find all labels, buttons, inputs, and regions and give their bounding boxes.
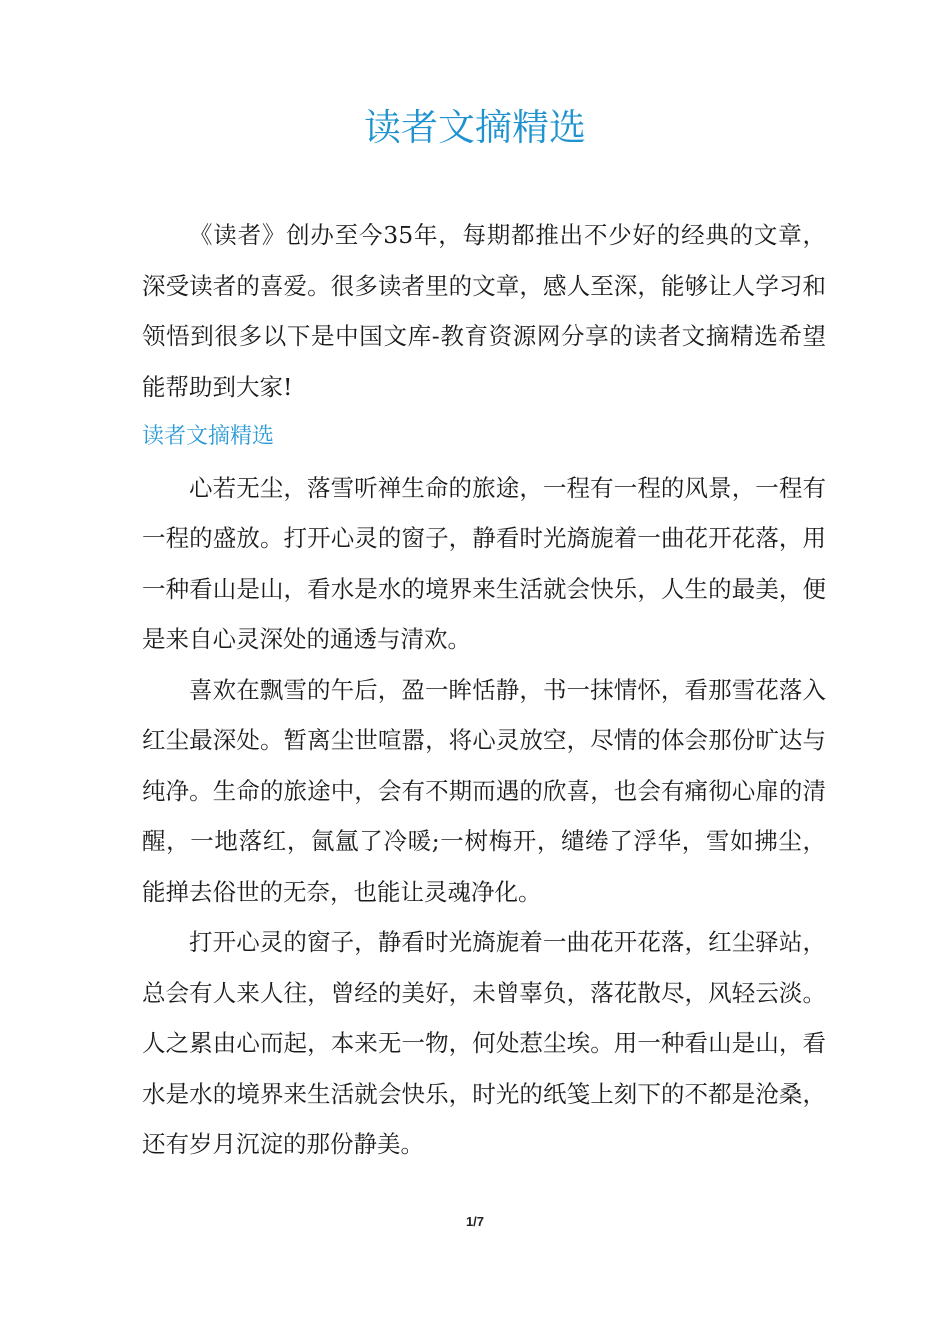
body-paragraph: 喜欢在飘雪的午后，盈一眸恬静，书一抹情怀，看那雪花落入红尘最深处。暂离尘世喧嚣，将心灵放空，尽情的体会那份旷达与纯净。生命的旅途中，会有不期而遇的欣喜，也会有痛彻心扉的清醒，一地落红，氤氲了冷暖;一树梅开，缱绻了浮华，雪如拂尘，能掸去俗世的无奈，也能让灵魂净化。 [142, 675, 826, 906]
page-number: 1/7 [465, 1214, 485, 1229]
body-paragraph: 打开心灵的窗子，静看时光旖旎着一曲花开花落，红尘驿站，总会有人来人往，曾经的美好，未曾辜负，落花散尽，风轻云淡。人之累由心而起，本来无一物，何处惹尘埃。用一种看山是山，看水是水的境界来生活就会快乐，时光的纸笺上刻下的不都是沧桑，还有岁月沉淀的那份静美。 [142, 928, 826, 1158]
document-body [142, 210, 826, 1170]
intro-paragraph: 《读者》创办至今35年，每期都推出不少好的经典的文章，深受读者的喜爱。很多读者里的文章，感人至深，能够让人学习和领悟到很多以下是中国文库-教育资源网分享的读者文摘精选希望能帮助到大家! [142, 221, 826, 401]
body-paragraph: 心若无尘，落雪听禅生命的旅途，一程有一程的风景，一程有一程的盛放。打开心灵的窗子，静看时光旖旎着一曲花开花落，用一种看山是山，看水是水的境界来生活就会快乐，人生的最美，便是来自心灵深处的通透与清欢。 [142, 473, 826, 653]
section-heading: 读者文摘精选 [142, 424, 275, 449]
page-title: 读者文摘精选 [364, 106, 586, 149]
